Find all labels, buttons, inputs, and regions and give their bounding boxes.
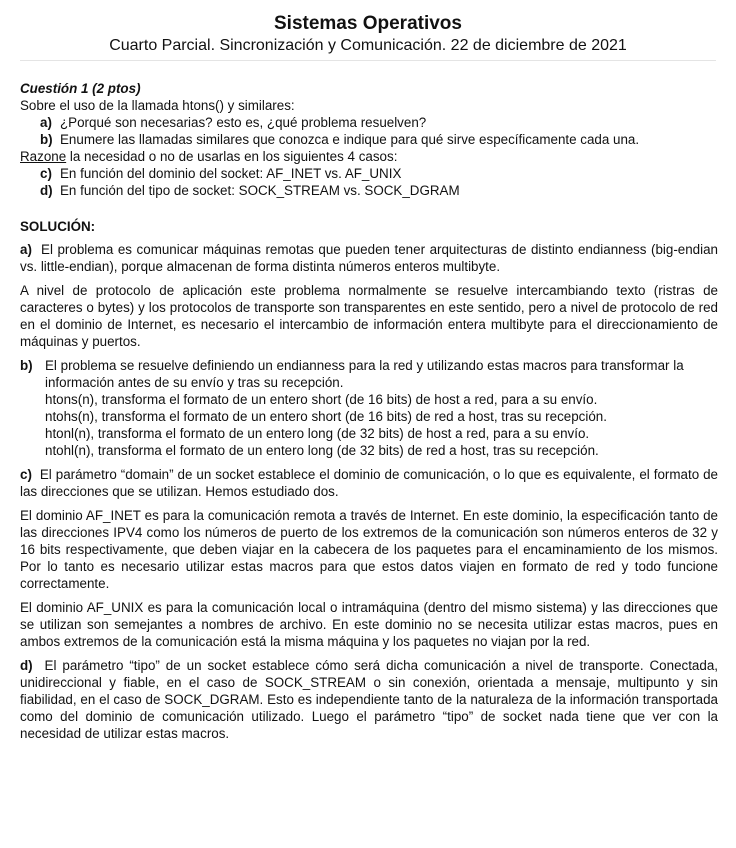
question-item-b xyxy=(20,131,718,148)
item-marker: b) xyxy=(40,132,53,147)
item-text: ¿Porqué son necesarias? esto es, ¿qué problema resuelven? xyxy=(60,115,427,130)
header-divider xyxy=(20,60,716,61)
document-body xyxy=(20,80,718,749)
solution-b-body xyxy=(45,357,718,459)
solution-c-label: c) xyxy=(20,467,32,482)
solution-d-text: El parámetro “tipo” de un socket establece cómo será dicha comunicación a nivel de transporte. Conectada, unidireccional y fiable, en el caso de SOCK_STREAM o sin conexión, orientada a mensaje, multipunto y sin fiabilidad, en el caso de SOCK_DGRAM. Esto es independiente tanto de la naturaleza de la información transportada como del dominio de comunicación utilizado. Luego el parámetro “tipo” de socket nada tiene que ver con la necesidad de utilizar estas macros. xyxy=(20,658,718,741)
reason-rest: la necesidad o no de usarlas en los siguientes 4 casos: xyxy=(66,149,398,164)
macro-line-htonl: htonl(n), transforma el formato de un entero long (de 32 bits) de host a red, para a su envío. xyxy=(45,426,590,441)
solution-b xyxy=(20,357,718,459)
solution-c-para3: El dominio AF_UNIX es para la comunicación local o intramáquina (dentro del mismo sistema) y las direcciones que se utilizan son semejantes a nombres de archivo. En este dominio no se necesita utilizar estas macros, pues en ambos extremos de la comunicación está la misma máquina y los paquetes no viajan por la red. xyxy=(20,600,718,649)
item-marker: d) xyxy=(40,183,53,198)
document-subtitle: Cuarto Parcial. Sincronización y Comunicación. 22 de diciembre de 2021 xyxy=(109,37,627,54)
solution-heading: SOLUCIÓN: xyxy=(20,219,96,234)
solution-b-text: El problema se resuelve definiendo un endianness para la red y utilizando estas macros para transformar la información antes de su envío y tras su recepción. xyxy=(45,358,684,390)
solution-c-text: El parámetro “domain” de un socket establece el dominio de comunicación, o lo que es equivalente, el formato de las direcciones que se utilizan. Hemos estudiado dos. xyxy=(20,467,718,499)
question-item-d xyxy=(20,182,718,199)
solution-d xyxy=(20,657,718,742)
solution-c xyxy=(20,466,718,500)
reason-underlined-word: Razone xyxy=(20,149,67,164)
question-intro: Sobre el uso de la llamada htons() y similares: xyxy=(20,98,295,113)
macro-line-ntohl: ntohl(n), transforma el formato de un entero long (de 32 bits) de red a host, tras su recepción. xyxy=(45,443,599,458)
solution-c-para2: El dominio AF_INET es para la comunicación remota a través de Internet. En este dominio, la especificación tanto de las direcciones IPV4 como los números de puerto de los extremos de la comunicación son números enteros de 32 y 16 bits respectivamente, que deben viajar en la cabecera de los paquetes para el encaminamiento de los mismos. Por lo tanto es necesario utilizar estas macros para que estos datos viajen en formato de red y todo funcione correctamente. xyxy=(20,508,718,591)
question-heading: Cuestión 1 (2 ptos) xyxy=(20,81,141,96)
question-item-c xyxy=(20,165,718,182)
solution-b-label: b) xyxy=(20,358,33,373)
item-marker: c) xyxy=(40,166,52,181)
item-marker: a) xyxy=(40,115,52,130)
question-item-a xyxy=(20,114,718,131)
document-title: Sistemas Operativos xyxy=(274,13,462,34)
solution-a-para2: A nivel de protocolo de aplicación este problema normalmente se resuelve intercambiando texto (ristras de caracteres o bytes) y los protocolos de transporte son transparentes en este sentido, pero a nivel de protocolo de red en el dominio de Internet, es necesario el intercambio de información entera multibyte para el direccionamiento de máquinas y puertos. xyxy=(20,283,718,349)
macro-line-ntohs: ntohs(n), transforma el formato de un entero short (de 16 bits) de red a host, tras su recepción. xyxy=(45,409,607,424)
item-text: En función del tipo de socket: SOCK_STREAM vs. SOCK_DGRAM xyxy=(60,183,460,198)
solution-a-text: El problema es comunicar máquinas remotas que pueden tener arquitecturas de distinto endianness (big-endian vs. little-endian), porque almacenan de forma distinta números enteros multibyte. xyxy=(20,242,718,274)
solution-d-label: d) xyxy=(20,658,33,673)
solution-a-label: a) xyxy=(20,242,32,257)
item-text: Enumere las llamadas similares que conozca e indique para qué sirve específicamente cada una. xyxy=(60,132,640,147)
macro-line-htons: htons(n), transforma el formato de un entero short (de 16 bits) de host a red, para a su envío. xyxy=(45,392,598,407)
item-text: En función del dominio del socket: AF_INET vs. AF_UNIX xyxy=(60,166,402,181)
solution-a xyxy=(20,241,718,275)
reason-line xyxy=(20,148,718,165)
